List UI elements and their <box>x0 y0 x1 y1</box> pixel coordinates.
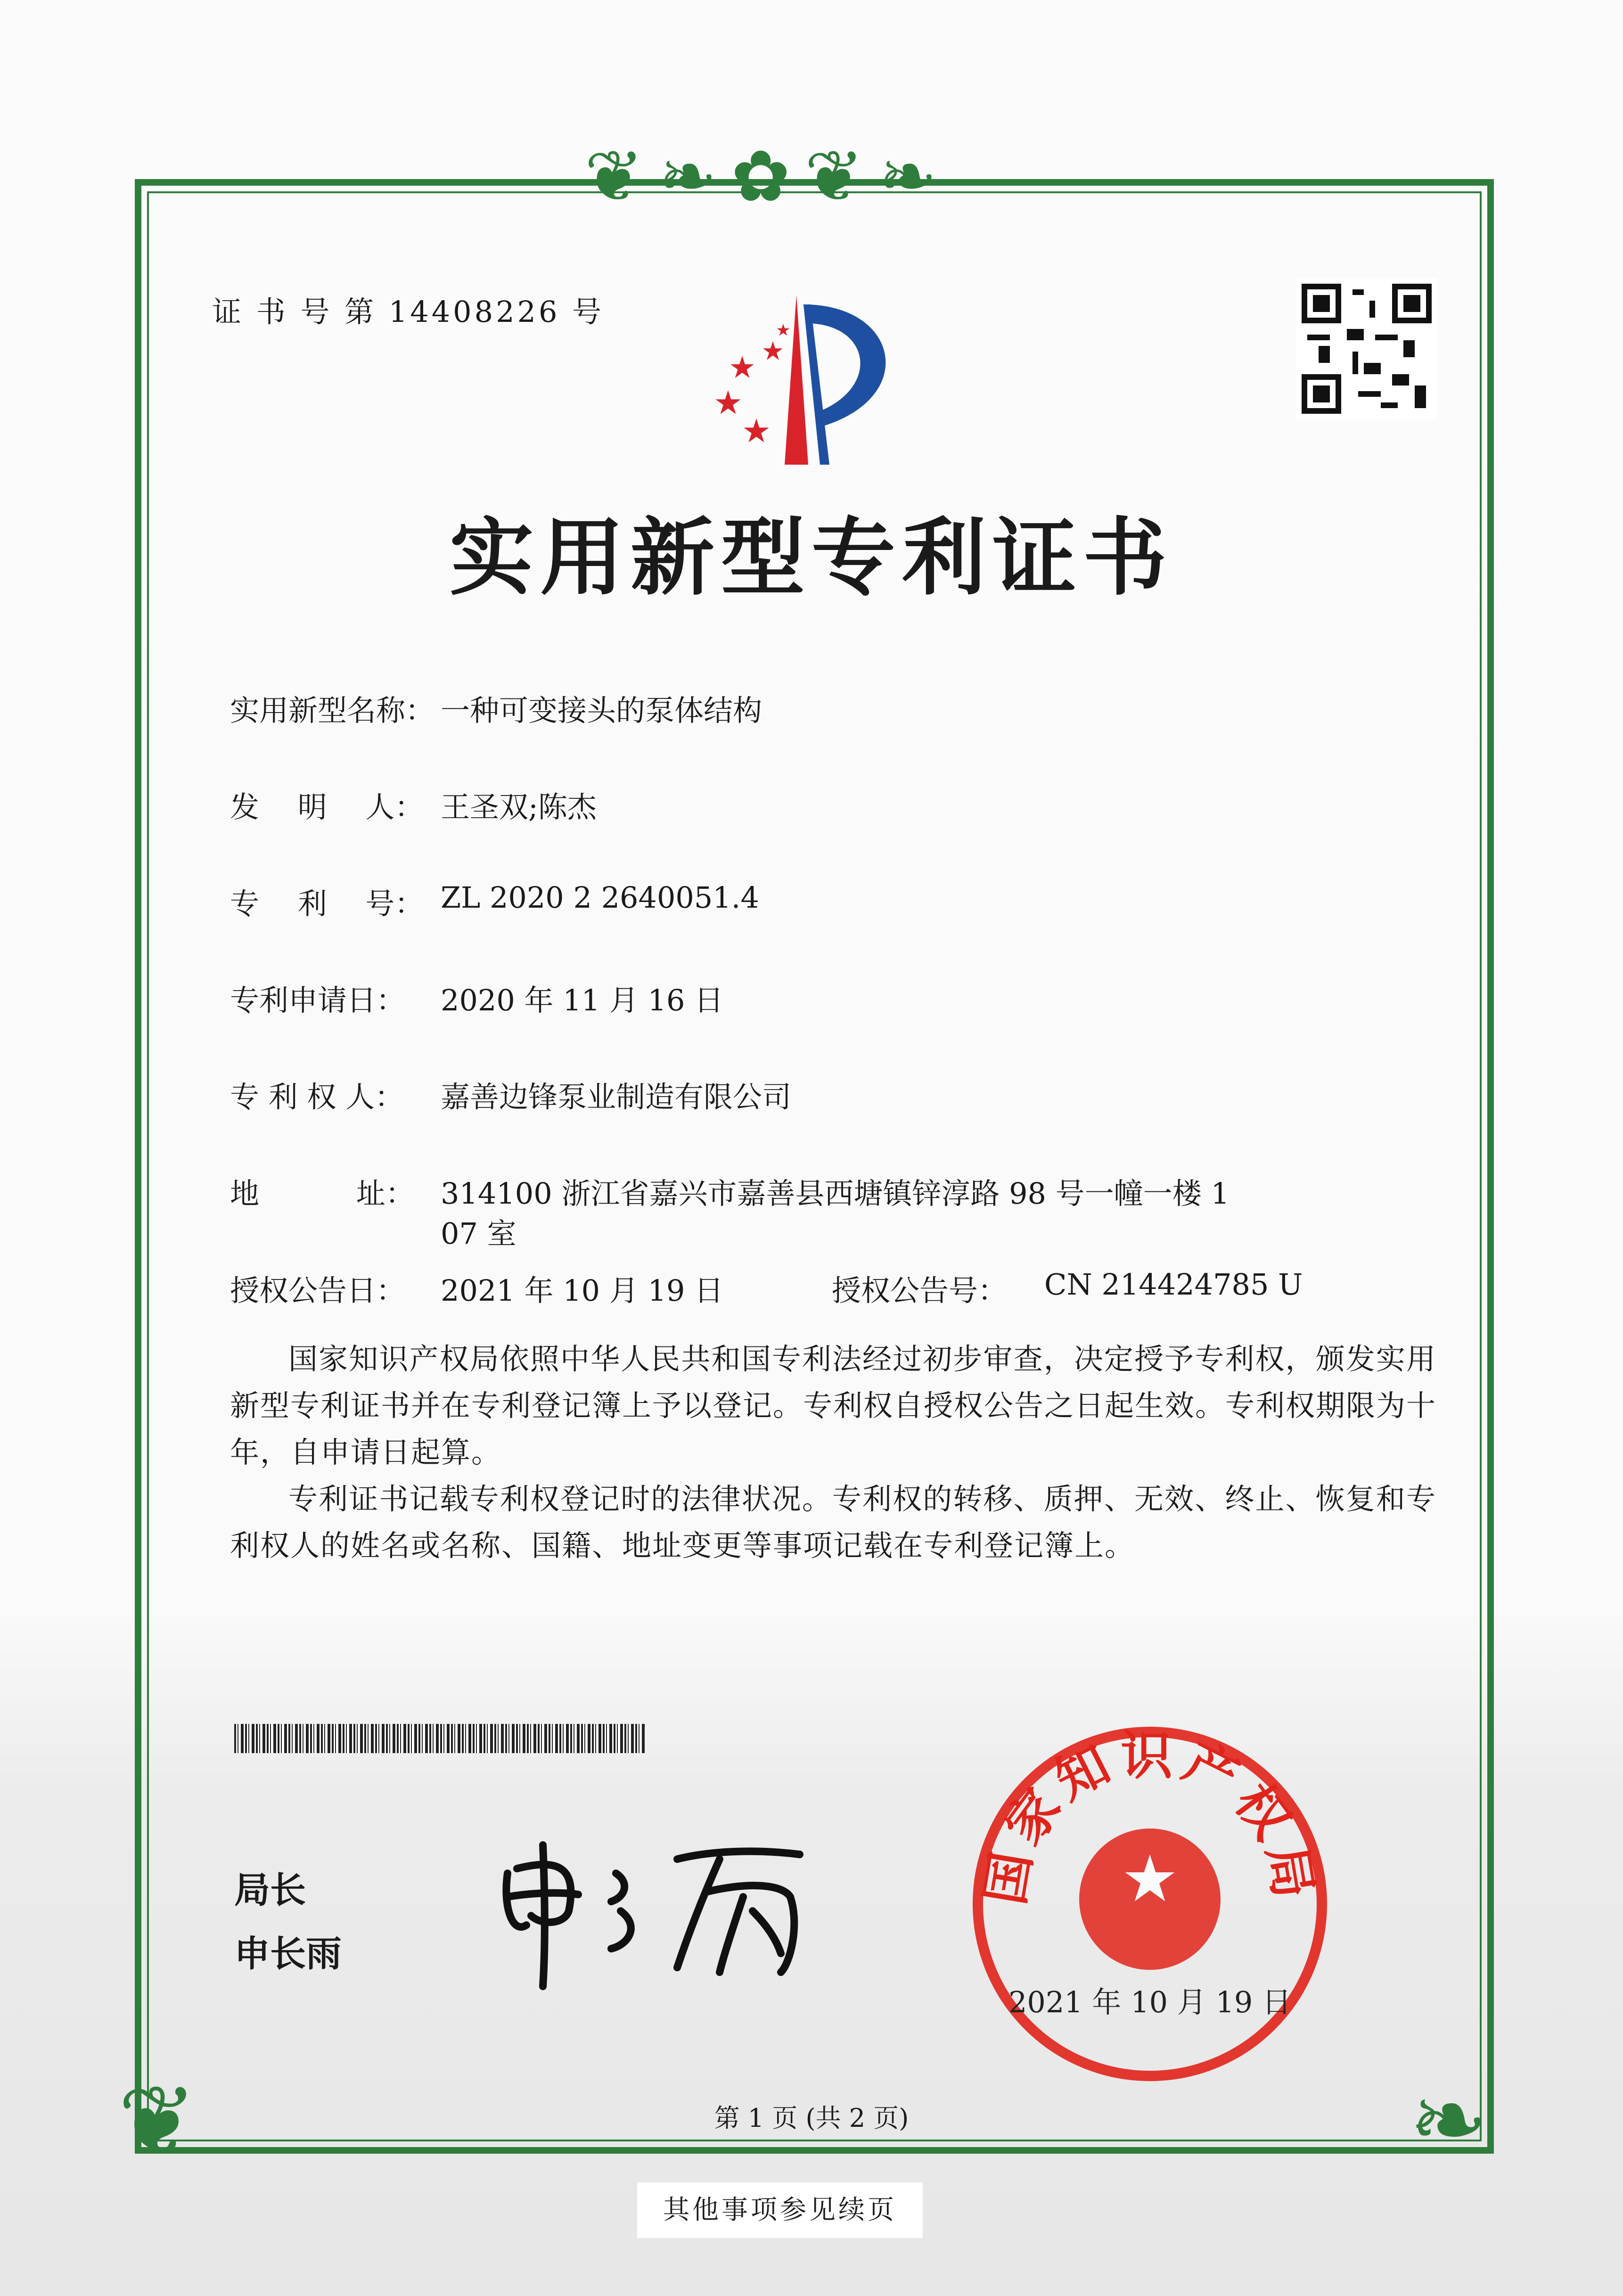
star-icon <box>777 324 790 336</box>
field-value-address: 314100 浙江省嘉兴市嘉善县西塘镇锌淳路 98 号一幢一楼 1 <box>441 1176 1230 1211</box>
field-value-patentee: 嘉善边锋泵业制造有限公司 <box>441 1080 792 1114</box>
director-signature <box>498 1831 828 1993</box>
cnipa-logo <box>702 286 933 469</box>
seal-text: 国家知识产权局 <box>974 1725 1326 1909</box>
barcode <box>234 1724 645 1753</box>
field-value-patent-no: ZL 2020 2 2640051.4 <box>441 880 759 915</box>
national-emblem <box>1079 1829 1221 1970</box>
corner-ornament-right: ❧ <box>1409 2066 1488 2175</box>
field-value-grant-date: 2021 年 10 月 19 日 <box>441 1273 724 1308</box>
field-label-grant-pub-no: 授权公告号： <box>832 1273 1008 1308</box>
field-value-address-line2: 07 室 <box>441 1216 516 1251</box>
star-icon <box>763 341 783 360</box>
statement-paragraph-2: 专利证书记载专利权登记时的法律状况。专利权的转移、质押、无效、终止、恢复和专利权人的姓名或名称、国籍、地址变更等事项记载在专利登记簿上。 <box>230 1482 1436 1563</box>
field-value-inventor: 王圣双;陈杰 <box>441 790 597 824</box>
official-seal <box>971 1725 1329 2083</box>
field-value-filing-date: 2020 年 11 月 16 日 <box>441 983 724 1017</box>
field-label-patent-no: 专 利 号： <box>230 886 424 921</box>
field-label-inventor: 发 明 人： <box>230 790 424 824</box>
field-label-address: 地 址： <box>230 1176 415 1211</box>
field-value-name: 一种可变接头的泵体结构 <box>441 693 762 728</box>
field-label-filing-date: 专利申请日： <box>230 983 406 1017</box>
field-value-grant-pub-no: CN 214424785 U <box>1044 1267 1303 1302</box>
statement-text <box>230 1336 1436 1569</box>
statement-paragraph-1: 国家知识产权局依照中华人民共和国专利法经过初步审查，决定授予专利权，颁发实用新型专利证书并在专利登记簿上予以登记。专利权自授权公告之日起生效。专利权期限为十年，自申请日起算。 <box>230 1342 1437 1469</box>
certificate-number: 证 书 号 第 14408226 号 <box>212 295 605 329</box>
field-label-patentee: 专 利 权 人： <box>230 1080 404 1114</box>
star-icon <box>744 418 769 443</box>
continued-note: 其他事项参见续页 <box>637 2182 923 2238</box>
director-name: 申长雨 <box>234 1933 342 1975</box>
seal-date: 2021 年 10 月 19 日 <box>1008 1985 1292 2019</box>
field-label-name: 实用新型名称： <box>230 693 435 728</box>
page-title: 实用新型专利证书 <box>450 508 1173 607</box>
page-number: 第 1 页 (共 2 页) <box>714 2103 909 2133</box>
qr-code <box>1296 278 1437 419</box>
field-label-grant-date: 授权公告日： <box>230 1273 406 1308</box>
corner-ornament-left: ❦ <box>118 2066 197 2175</box>
star-icon <box>715 390 740 414</box>
director-title: 局长 <box>234 1869 306 1911</box>
top-ornament: ❦❧✿❦❧ <box>584 136 951 218</box>
star-icon <box>730 356 754 378</box>
